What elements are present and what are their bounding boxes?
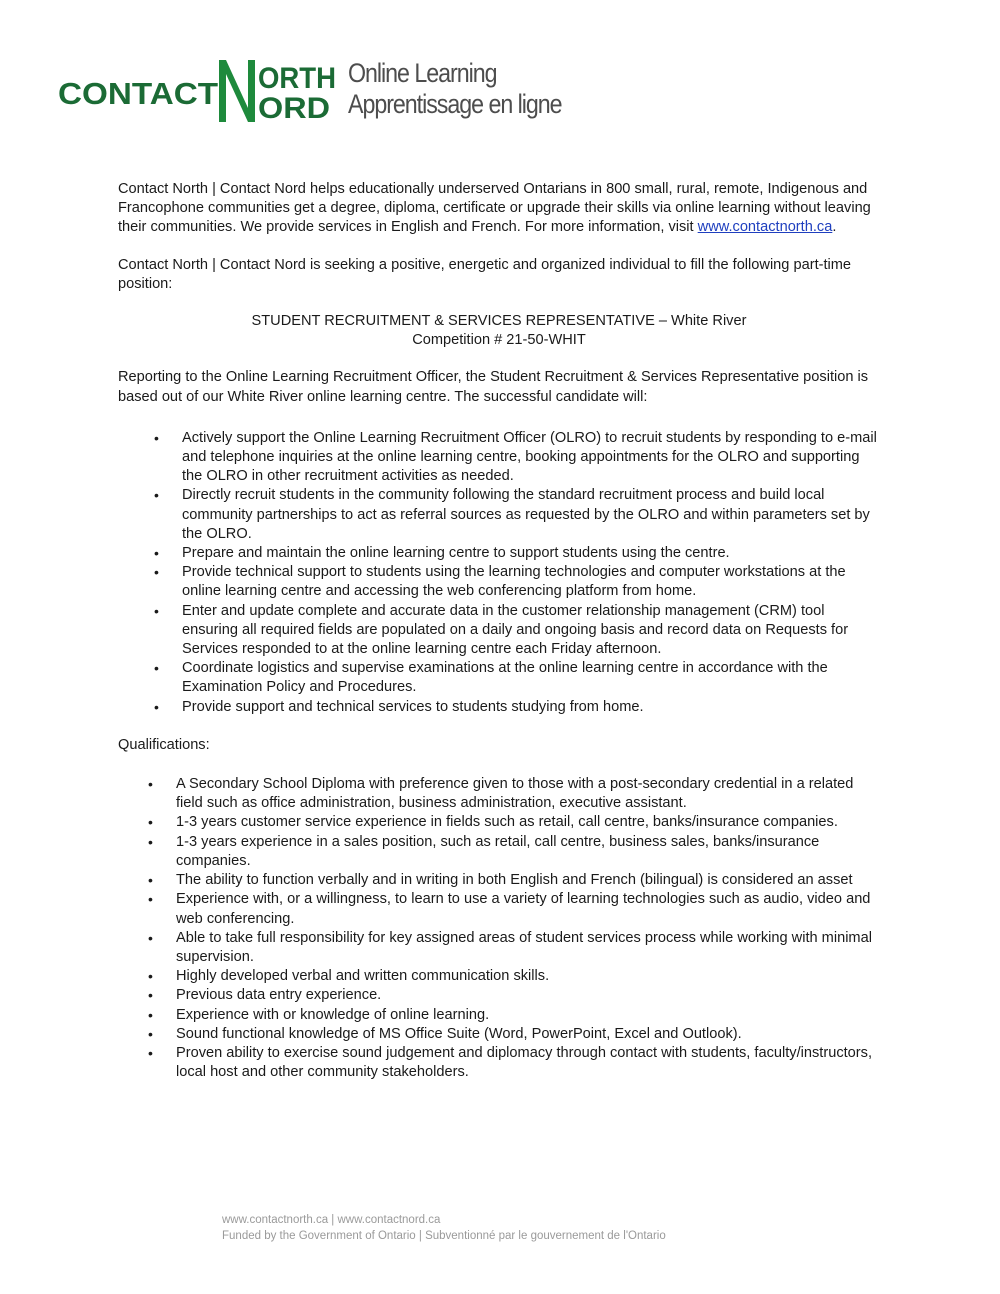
qualifications-list	[118, 775, 880, 1082]
duty-text: Enter and update complete and accurate data in the customer relationship management (CRM) tool ensuring all required fields are populated on a daily and ongoing basis and record data on Requests for Services responded to at the online learning centre each Friday afternoon.	[182, 602, 849, 658]
list-item	[118, 967, 880, 986]
list-item	[118, 890, 880, 928]
duty-text: Provide support and technical services to students studying from home.	[182, 698, 644, 715]
list-item	[118, 1044, 880, 1082]
list-item	[118, 871, 880, 890]
bullet-icon: •	[154, 487, 159, 504]
list-item	[118, 429, 880, 487]
list-item	[118, 544, 880, 563]
qualification-text: 1-3 years customer service experience in fields such as retail, call centre, banks/insurance companies.	[176, 814, 838, 831]
duty-text: Coordinate logistics and supervise examinations at the online learning centre in accordance with the Examination Policy and Procedures.	[182, 660, 828, 696]
qualification-text: Highly developed verbal and written communication skills.	[176, 968, 550, 985]
reporting-paragraph: Reporting to the Online Learning Recruitment Officer, the Student Recruitment & Services Representative position is based out of our White River online learning centre. The successful candidate will:	[118, 369, 869, 405]
footer-websites: www.contactnorth.ca | www.contactnord.ca	[222, 1214, 441, 1226]
bullet-icon: •	[148, 1025, 153, 1042]
list-item	[118, 775, 880, 813]
tagline-french: Apprentissage en ligne	[348, 89, 562, 119]
bullet-icon: •	[148, 891, 153, 908]
intro-text: Contact North | Contact Nord helps educationally underserved Ontarians in 800 small, rural, remote, Indigenous and Francophone communities get a degree, diploma, certificate or upgrade their skills via online learning without leaving their communities. We provide services in English and French. For more information, visit	[118, 181, 871, 236]
qualification-text: Proven ability to exercise sound judgement and diplomacy through contact with students, faculty/instructors, local host and other community stakeholders.	[176, 1044, 873, 1081]
position-title: STUDENT RECRUITMENT & SERVICES REPRESENTATIVE – White River	[251, 313, 747, 330]
qualification-text: Experience with, or a willingness, to learn to use a variety of learning technologies such as audio, video and web conferencing.	[176, 891, 871, 927]
bullet-icon: •	[154, 660, 159, 677]
logo-tagline	[348, 58, 562, 120]
contact-north-logo	[58, 56, 343, 128]
intro-paragraph	[118, 180, 880, 238]
list-item	[118, 833, 880, 871]
footer-funding: Funded by the Government of Ontario | Subventionné par le gouvernement de l'Ontario	[222, 1230, 666, 1242]
seeking-paragraph: Contact North | Contact Nord is seeking a positive, energetic and organized individual to fill the following part-time position:	[118, 256, 852, 292]
duty-text: Directly recruit students in the community following the standard recruitment process and build local community partnerships to act as referral sources as requested by the OLRO and within parameters set by the OLRO.	[182, 487, 870, 542]
duty-text: Prepare and maintain the online learning centre to support students using the centre.	[182, 545, 730, 562]
page-footer	[222, 1212, 666, 1244]
qualification-text: Able to take full responsibility for key assigned areas of student services process while working with minimal supervision.	[176, 929, 872, 965]
page-header	[58, 56, 598, 128]
qualification-text: Previous data entry experience.	[176, 987, 382, 1004]
bullet-icon: •	[154, 698, 159, 715]
bullet-icon: •	[148, 776, 153, 793]
contactnorth-link[interactable]: www.contactnorth.ca	[697, 219, 833, 236]
job-posting-body	[118, 180, 880, 1082]
bullet-icon: •	[148, 929, 153, 946]
competition-number: Competition # 21-50-WHIT	[412, 332, 586, 349]
bullet-icon: •	[148, 987, 153, 1004]
svg-text:ORTH: ORTH	[258, 62, 336, 95]
list-item	[118, 602, 880, 660]
list-item	[118, 659, 880, 697]
bullet-icon: •	[148, 1006, 153, 1023]
list-item	[118, 813, 880, 832]
qualification-text: The ability to function verbally and in writing in both English and French (bilingual) is considered an asset	[176, 872, 853, 889]
bullet-icon: •	[154, 602, 159, 619]
bullet-icon: •	[154, 545, 159, 562]
position-title-block	[118, 312, 880, 350]
bullet-icon: •	[148, 968, 153, 985]
svg-text:CONTACT: CONTACT	[58, 76, 219, 111]
bullet-icon: •	[154, 564, 159, 581]
duty-text: Provide technical support to students using the learning technologies and computer workstations at the online learning centre and accessing the web conferencing platform from home.	[182, 564, 846, 600]
duty-text: Actively support the Online Learning Recruitment Officer (OLRO) to recruit students by responding to e-mail and telephone inquiries at the online learning centre, booking appointments for the OLRO and supporting the OLRO in other recruitment activities as needed.	[182, 429, 877, 485]
qualification-text: Sound functional knowledge of MS Office Suite (Word, PowerPoint, Excel and Outlook).	[176, 1025, 742, 1042]
duties-list	[118, 429, 880, 717]
qualification-text: Experience with or knowledge of online learning.	[176, 1006, 490, 1023]
list-item	[118, 486, 880, 544]
qualification-text: 1-3 years experience in a sales position, such as retail, call centre, business sales, banks/insurance companies.	[176, 833, 820, 869]
qualifications-heading: Qualifications:	[118, 736, 210, 753]
intro-period: .	[832, 219, 837, 236]
list-item	[118, 1006, 880, 1025]
bullet-icon: •	[148, 872, 153, 889]
list-item	[118, 698, 880, 717]
bullet-icon: •	[154, 429, 159, 446]
bullet-icon: •	[148, 833, 153, 850]
list-item	[118, 929, 880, 967]
list-item	[118, 986, 880, 1005]
svg-text:ORD: ORD	[258, 92, 330, 125]
qualification-text: A Secondary School Diploma with preference given to those with a post-secondary credential in a related field such as office administration, business administration, executive assistant.	[176, 776, 854, 812]
list-item	[118, 1025, 880, 1044]
tagline-english: Online Learning	[348, 58, 497, 88]
bullet-icon: •	[148, 1044, 153, 1061]
bullet-icon: •	[148, 814, 153, 831]
list-item	[118, 563, 880, 601]
